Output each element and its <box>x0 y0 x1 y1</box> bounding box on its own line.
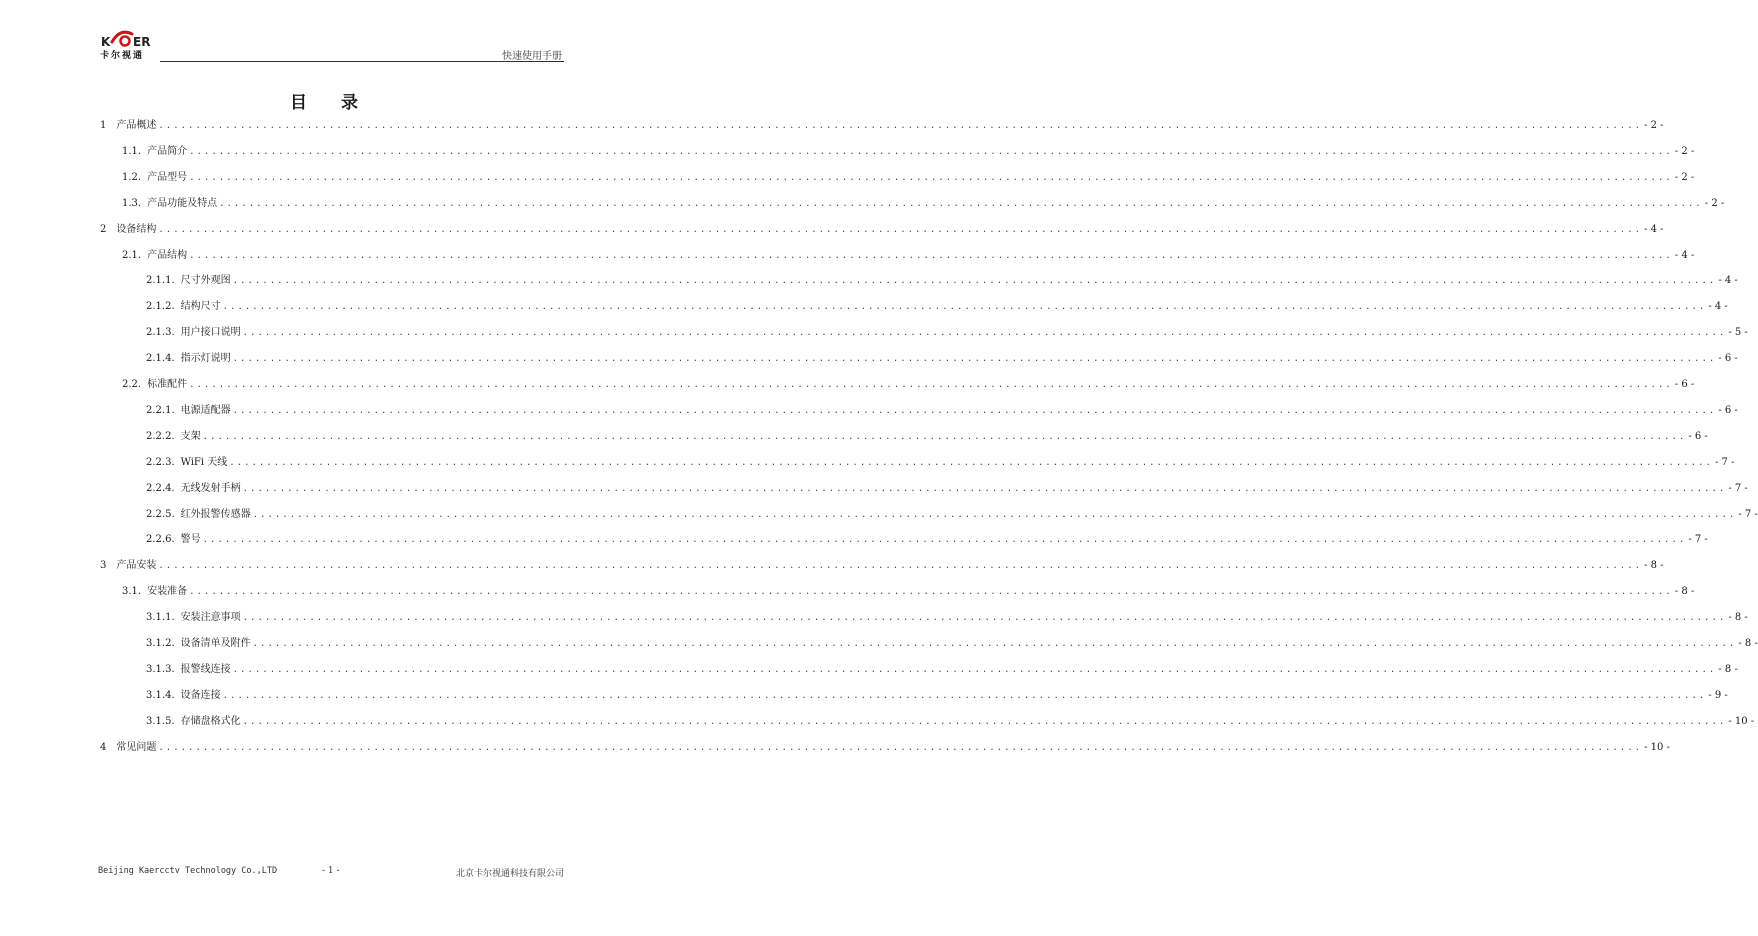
toc-entry[interactable] <box>122 247 1695 265</box>
toc-entry[interactable] <box>146 609 1748 627</box>
toc-entry[interactable] <box>146 272 1738 290</box>
toc-entry-number: 3.1.2. <box>146 638 175 649</box>
toc-leader-dots: ........................................................................................................................................................................................................ <box>242 717 1727 727</box>
toc-leader-dots: ........................................................................................................................................................................................................ <box>158 743 1643 753</box>
toc-entry-page: - 10 - <box>1728 716 1755 727</box>
toc-leader-dots: ........................................................................................................................................................................................................ <box>222 691 1707 701</box>
toc-entry-title: 产品功能及特点 <box>147 198 218 209</box>
toc-heading: 目 录 <box>290 93 372 113</box>
toc-entry-page: - 7 - <box>1738 509 1758 520</box>
toc-entry-number: 2.2.3. <box>146 457 175 468</box>
toc-leader-dots: ........................................................................................................................................................................................................ <box>232 406 1717 416</box>
toc-entry[interactable] <box>146 531 1708 549</box>
toc-leader-dots: ........................................................................................................................................................................................................ <box>242 613 1727 623</box>
toc-entry-number: 1.2. <box>122 172 142 183</box>
toc-entry-title: 尺寸外观图 <box>180 275 231 286</box>
toc-entry-title: 产品安装 <box>116 560 157 571</box>
toc-entry-page: - 4 - <box>1644 224 1664 235</box>
toc-entry[interactable] <box>146 454 1735 472</box>
toc-leader-dots: ........................................................................................................................................................................................................ <box>158 561 1643 571</box>
toc-entry[interactable] <box>100 221 1664 239</box>
toc-entry-title: 产品型号 <box>147 172 188 183</box>
footer-company-chinese: 北京卡尔视通科技有限公司 <box>455 869 564 879</box>
toc-entry-title: 警号 <box>180 534 201 545</box>
toc-entry[interactable] <box>146 661 1738 679</box>
toc-entry[interactable] <box>122 169 1695 187</box>
toc-entry-title: 设备结构 <box>116 224 157 235</box>
toc-entry-number: 2.1.4. <box>146 353 175 364</box>
toc-entry-number: 2.2. <box>122 379 142 390</box>
toc-leader-dots: ........................................................................................................................................................................................................ <box>158 225 1643 235</box>
page-header <box>98 26 564 62</box>
toc-entry-number: 3 <box>100 560 107 571</box>
toc-entry[interactable] <box>146 506 1758 524</box>
toc-entry-page: - 8 - <box>1674 586 1695 597</box>
toc-entry[interactable] <box>146 713 1755 731</box>
toc-entry-page: - 4 - <box>1674 250 1695 261</box>
toc-entry-number: 1.1. <box>122 146 142 157</box>
toc-entry-number: 2 <box>100 224 107 235</box>
toc-entry-number: 4 <box>100 742 107 753</box>
toc-leader-dots: ........................................................................................................................................................................................................ <box>202 432 1687 442</box>
toc-entry[interactable] <box>146 350 1738 368</box>
toc-entry-title: 安装注意事项 <box>180 612 241 623</box>
toc-entry-page: - 2 - <box>1674 172 1695 183</box>
toc-entry-title: 报警线连接 <box>180 664 231 675</box>
toc-entry-page: - 4 - <box>1708 301 1728 312</box>
toc-entry-page: - 10 - <box>1644 742 1670 753</box>
toc-entry-number: 2.2.5. <box>146 509 175 520</box>
toc-leader-dots: ........................................................................................................................................................................................................ <box>189 251 1673 261</box>
toc-entry-title: 红外报警传感器 <box>180 509 251 520</box>
toc-entry[interactable] <box>146 324 1748 342</box>
toc-entry[interactable] <box>146 402 1738 420</box>
toc-entry-title: 设备连接 <box>180 690 221 701</box>
toc-leader-dots: ........................................................................................................................................................................................................ <box>222 302 1707 312</box>
toc-entry-number: 3.1.3. <box>146 664 175 675</box>
toc-leader-dots: ........................................................................................................................................................................................................ <box>242 328 1727 338</box>
toc-entry[interactable] <box>122 143 1695 161</box>
toc-entry[interactable] <box>122 376 1695 394</box>
toc-entry-page: - 2 - <box>1704 198 1725 209</box>
toc-entry-page: - 6 - <box>1674 379 1695 390</box>
toc-entry-title: 设备清单及附件 <box>180 638 251 649</box>
toc-entry-number: 3.1.4. <box>146 690 175 701</box>
toc-entry-page: - 8 - <box>1644 560 1664 571</box>
toc-entry-number: 2.2.6. <box>146 534 175 545</box>
toc-entry-title: 电源适配器 <box>180 405 231 416</box>
toc-entry-title: WiFi 天线 <box>180 457 228 468</box>
toc-entry-number: 2.1.2. <box>146 301 175 312</box>
toc-leader-dots: ........................................................................................................................................................................................................ <box>229 458 1713 468</box>
toc-entry-page: - 2 - <box>1644 120 1664 131</box>
toc-entry-title: 产品结构 <box>147 250 188 261</box>
toc-entry[interactable] <box>122 583 1695 601</box>
toc-entry-number: 2.1. <box>122 250 142 261</box>
toc-entry[interactable] <box>146 687 1728 705</box>
toc-entry-page: - 2 - <box>1674 146 1695 157</box>
toc-leader-dots: ........................................................................................................................................................................................................ <box>202 535 1687 545</box>
toc-entry-page: - 6 - <box>1688 431 1708 442</box>
toc-entry-number: 2.1.3. <box>146 327 175 338</box>
toc-entry[interactable] <box>146 298 1728 316</box>
toc-entry-page: - 8 - <box>1718 664 1738 675</box>
toc-leader-dots: ........................................................................................................................................................................................................ <box>189 147 1673 157</box>
toc-entry-title: 产品简介 <box>147 146 188 157</box>
toc-entry-title: 常见问题 <box>116 742 157 753</box>
company-logo <box>98 26 162 60</box>
toc-entry-number: 3.1.1. <box>146 612 175 623</box>
toc-entry-number: 3.1.5. <box>146 716 175 727</box>
toc-entry-number: 2.2.1. <box>146 405 175 416</box>
toc-entry[interactable] <box>122 195 1725 213</box>
toc-entry-number: 2.1.1. <box>146 275 175 286</box>
toc-entry-page: - 7 - <box>1688 534 1708 545</box>
toc-entry-page: - 9 - <box>1708 690 1728 701</box>
toc-leader-dots: ........................................................................................................................................................................................................ <box>219 199 1703 209</box>
document-title: 快速使用手册 <box>502 51 562 62</box>
toc-entry-title: 用户接口说明 <box>180 327 241 338</box>
toc-leader-dots: ........................................................................................................................................................................................................ <box>189 587 1673 597</box>
toc-entry-number: 1.3. <box>122 198 142 209</box>
toc-leader-dots: ........................................................................................................................................................................................................ <box>189 173 1673 183</box>
toc-entry-title: 产品概述 <box>116 120 157 131</box>
toc-entry-page: - 6 - <box>1718 405 1738 416</box>
toc-entry-page: - 8 - <box>1728 612 1748 623</box>
toc-entry-page: - 4 - <box>1718 275 1738 286</box>
toc-leader-dots: ........................................................................................................................................................................................................ <box>232 354 1717 364</box>
footer-page-number: - 1 - <box>322 866 340 876</box>
svg-text:ER: ER <box>133 35 151 49</box>
toc-entry-page: - 6 - <box>1718 353 1738 364</box>
toc-entry[interactable] <box>146 635 1758 653</box>
toc-entry-page: - 8 - <box>1738 638 1758 649</box>
toc-leader-dots: ........................................................................................................................................................................................................ <box>252 510 1737 520</box>
toc-leader-dots: ........................................................................................................................................................................................................ <box>232 665 1717 675</box>
toc-entry[interactable] <box>100 557 1664 575</box>
toc-entry-number: 2.2.4. <box>146 483 175 494</box>
toc-entry[interactable] <box>146 428 1708 446</box>
toc-entry-title: 支架 <box>180 431 201 442</box>
footer-company-english: Beijing Kaercctv Technology Co.,LTD <box>98 866 278 876</box>
toc-entry[interactable] <box>100 117 1664 135</box>
toc-leader-dots: ........................................................................................................................................................................................................ <box>189 380 1673 390</box>
toc-entry-title: 标准配件 <box>147 379 188 390</box>
toc-leader-dots: ........................................................................................................................................................................................................ <box>242 484 1727 494</box>
toc-entry[interactable] <box>100 739 1670 757</box>
toc-entry-title: 指示灯说明 <box>180 353 231 364</box>
toc-leader-dots: ........................................................................................................................................................................................................ <box>158 121 1643 131</box>
toc-entry-page: - 7 - <box>1714 457 1735 468</box>
toc-entry-title: 存储盘格式化 <box>180 716 241 727</box>
toc-entry-number: 2.2.2. <box>146 431 175 442</box>
toc-entry[interactable] <box>146 480 1748 498</box>
toc-leader-dots: ........................................................................................................................................................................................................ <box>252 639 1737 649</box>
svg-text:K: K <box>101 35 111 49</box>
toc-entry-page: - 5 - <box>1728 327 1748 338</box>
page-footer <box>98 866 564 882</box>
logo-mark-icon <box>98 26 162 48</box>
toc-leader-dots: ........................................................................................................................................................................................................ <box>232 276 1717 286</box>
logo-chinese-name: 卡尔视通 <box>100 51 145 61</box>
toc-entry-number: 1 <box>100 120 107 131</box>
toc-entry-title: 结构尺寸 <box>180 301 221 312</box>
toc-entry-title: 安装准备 <box>147 586 188 597</box>
toc-entry-page: - 7 - <box>1728 483 1748 494</box>
toc-entry-number: 3.1. <box>122 586 142 597</box>
toc-entry-title: 无线发射手柄 <box>180 483 241 494</box>
